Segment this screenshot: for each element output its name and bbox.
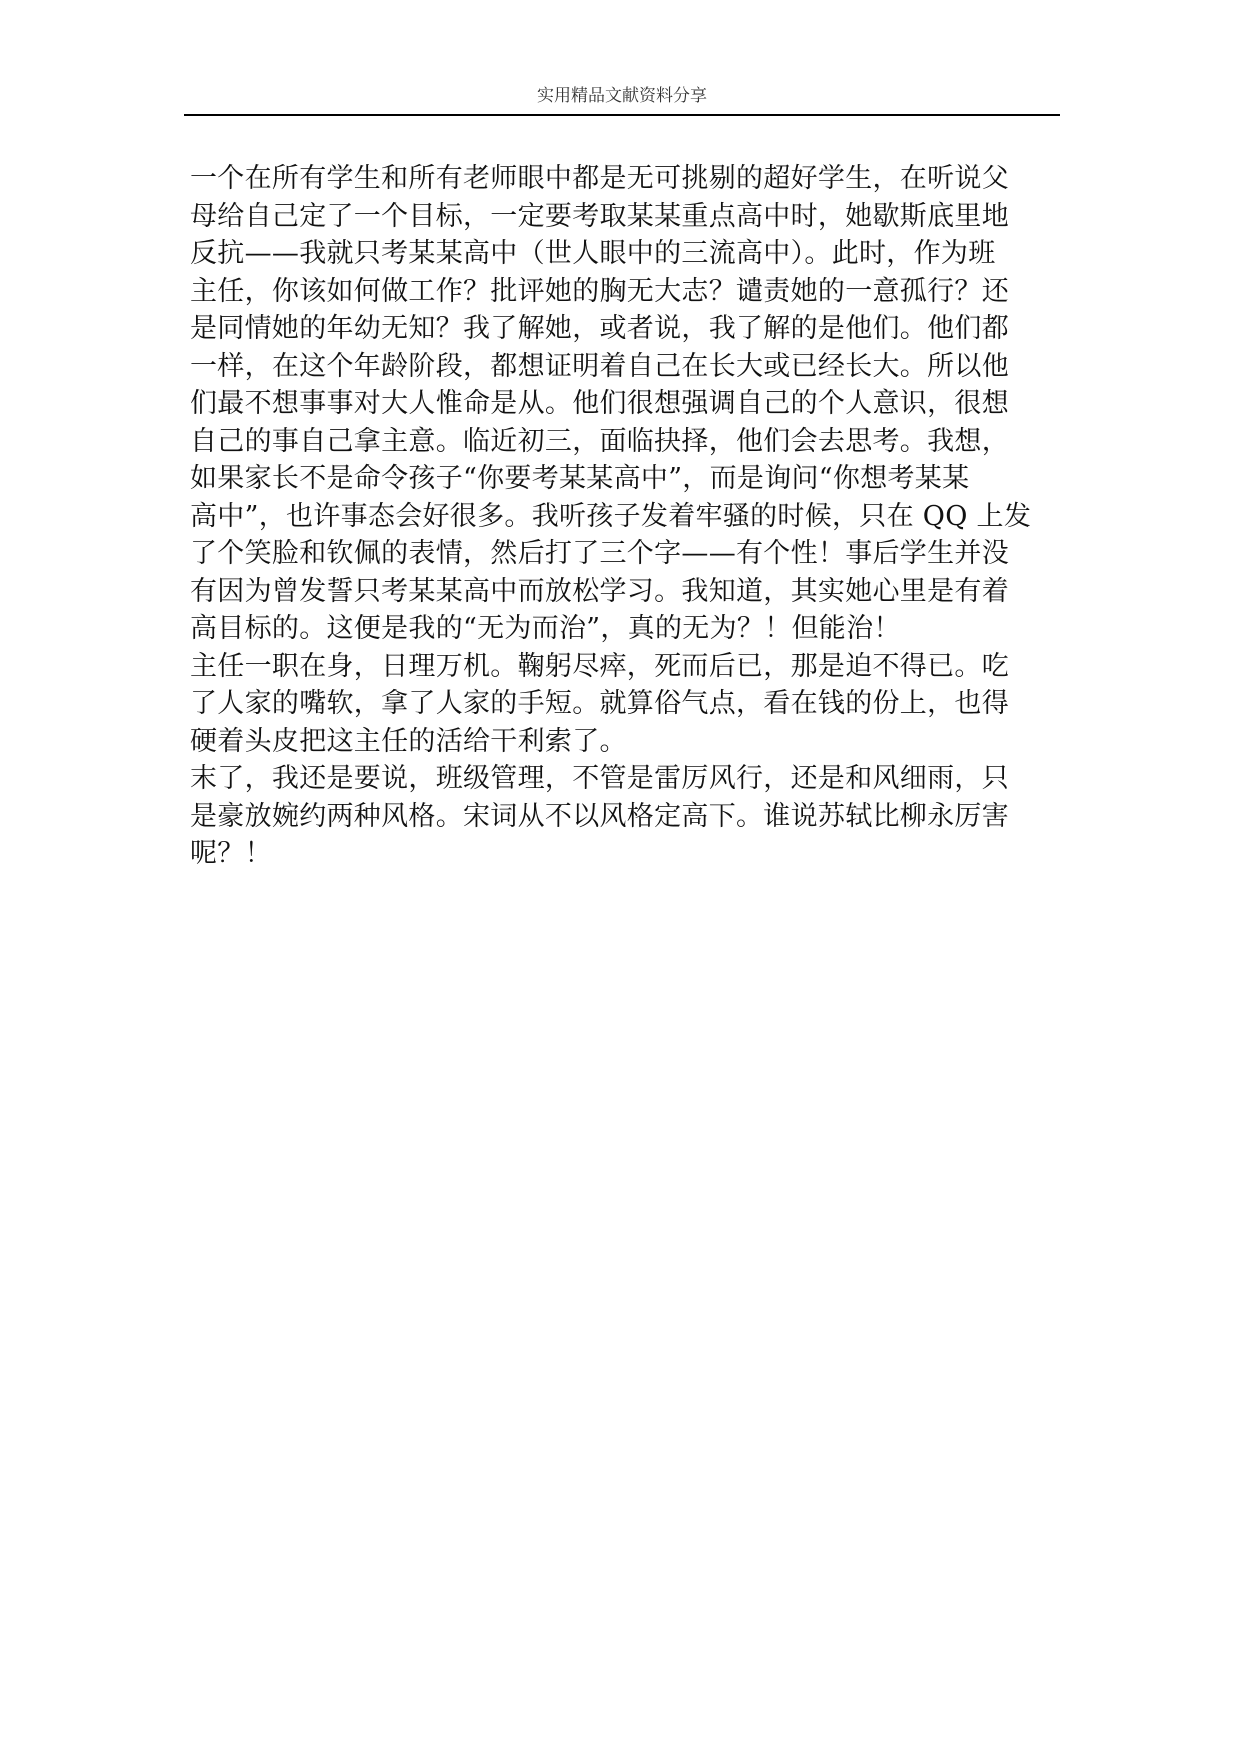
- text-line: 高目标的。这便是我的“无为而治”，真的无为？！但能治！: [190, 613, 901, 644]
- text-line: 如果家长不是命令孩子“你要考某某高中”，而是询问“你想考某某: [190, 463, 970, 494]
- text-line: 自己的事自己拿主意。临近初三，面临抉择，他们会去思考。我想，: [190, 425, 1009, 457]
- text-line: 是豪放婉约两种风格。宋词从不以风格定高下。谁说苏轼比柳永厉害: [190, 800, 1009, 832]
- page-header: 实用精品文献资料分享: [537, 86, 707, 106]
- text-line: 了个笑脸和钦佩的表情，然后打了三个字——有个性！事后学生并没: [190, 538, 1009, 569]
- text-line: 了人家的嘴软，拿了人家的手短。就算俗气点，看在钱的份上，也得: [190, 688, 1009, 719]
- text-line: 主任，你该如何做工作？批评她的胸无大志？谴责她的一意孤行？还: [190, 275, 1009, 307]
- text-line: 有因为曾发誓只考某某高中而放松学习。我知道，其实她心里是有着: [190, 575, 1009, 607]
- text-line: 是同情她的年幼无知？我了解她，或者说，我了解的是他们。他们都: [190, 313, 1009, 344]
- text-line: 呢？！: [190, 838, 272, 869]
- text-line: 主任一职在身，日理万机。鞠躬尽瘁，死而后已，那是迫不得已。吃: [190, 650, 1009, 682]
- text-line: 一个在所有学生和所有老师眼中都是无可挑剔的超好学生，在听说父: [190, 163, 1009, 194]
- header-rule: [184, 114, 1060, 116]
- body-text: [190, 160, 1070, 873]
- text-line: 母给自己定了一个目标，一定要考取某某重点高中时，她歇斯底里地: [190, 200, 1009, 232]
- text-line: 反抗——我就只考某某高中（世人眼中的三流高中）。此时，作为班: [190, 238, 996, 269]
- text-line: 一样，在这个年龄阶段，都想证明着自己在长大或已经长大。所以他: [190, 350, 1009, 382]
- text-line: 高中”，也许事态会好很多。我听孩子发着牢骚的时候，只在 QQ 上发: [190, 500, 1032, 532]
- text-line: 们最不想事事对大人惟命是从。他们很想强调自己的个人意识，很想: [190, 388, 1009, 419]
- text-line: 硬着头皮把这主任的活给干利索了。: [190, 725, 627, 757]
- text-line: 末了，我还是要说，班级管理，不管是雷厉风行，还是和风细雨，只: [190, 763, 1009, 794]
